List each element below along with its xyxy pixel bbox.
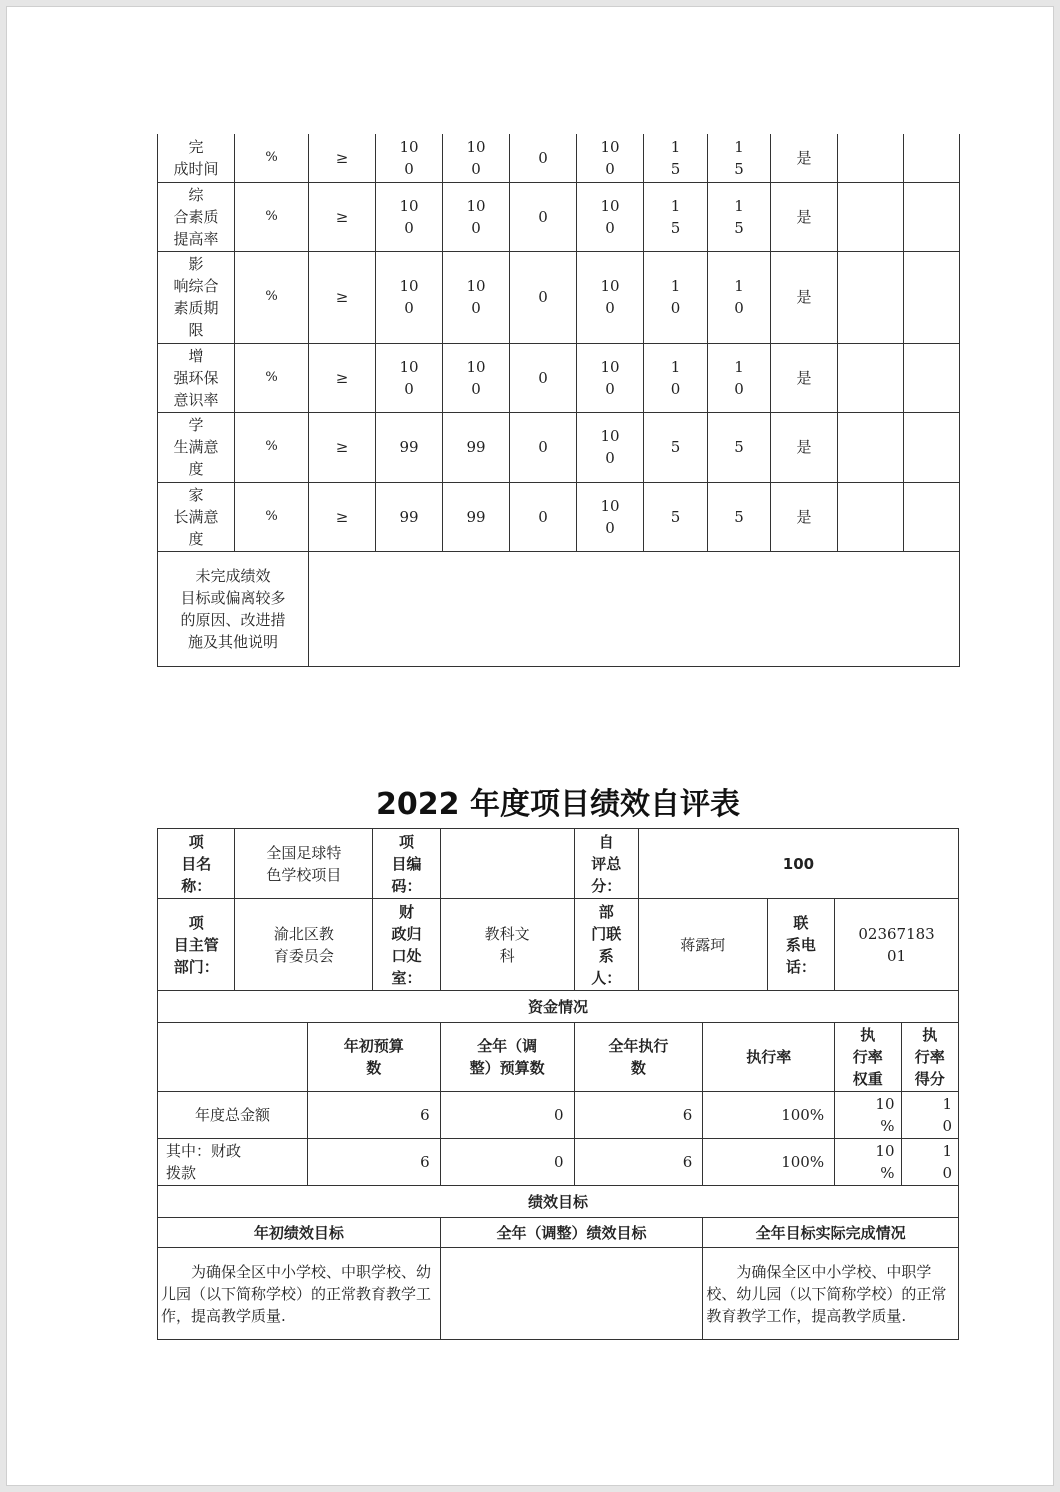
indicator-unit: % [235, 251, 309, 343]
indicator-adjusted: 99 [443, 482, 510, 551]
indicator-score: 1 0 [708, 251, 771, 343]
indicator-target: 99 [376, 482, 443, 551]
indicator-actual: 10 0 [577, 343, 644, 412]
indicator-mid: 0 [510, 482, 577, 551]
indicator-actual: 10 0 [577, 412, 644, 482]
indicator-operator: ≥ [309, 182, 376, 251]
contact-value: 蒋露珂 [638, 899, 767, 991]
funds-adjusted: 0 [440, 1092, 574, 1139]
funds-header-row [158, 1023, 959, 1092]
project-info-row [158, 829, 959, 899]
indicator-row [158, 412, 960, 482]
indicator-actual: 10 0 [577, 251, 644, 343]
funds-executed: 6 [574, 1139, 703, 1186]
funds-executed: 6 [574, 1092, 703, 1139]
remark-value [309, 551, 960, 666]
funds-score: 1 0 [901, 1139, 958, 1186]
indicator-name: 增 强环保 意识率 [158, 343, 235, 412]
goals-section-title: 绩效目标 [158, 1186, 959, 1218]
indicator-mid: 0 [510, 182, 577, 251]
indicator-operator: ≥ [309, 251, 376, 343]
funds-row-label: 年度总金额 [158, 1092, 308, 1139]
indicator-name: 综 合素质 提高率 [158, 182, 235, 251]
indicator-weight: 1 0 [644, 251, 708, 343]
indicator-row [158, 182, 960, 251]
goals-actual-text: 为确保全区中小学校、中职学校、幼儿园（以下简称学校）的正常教育教学工作，提高教学质量. [703, 1248, 959, 1340]
remark-row [158, 551, 960, 666]
funds-section-title: 资金情况 [158, 991, 959, 1023]
indicator-score: 1 0 [708, 343, 771, 412]
indicator-name: 完 成时间 [158, 134, 235, 182]
self-score-value: 100 [638, 829, 958, 899]
funds-rate: 100% [703, 1139, 835, 1186]
indicator-completed: 是 [771, 251, 838, 343]
goals-header-adjusted: 全年（调整）绩效目标 [440, 1218, 703, 1248]
goals-content-row [158, 1248, 959, 1340]
funds-score: 1 0 [901, 1092, 958, 1139]
indicator-completed: 是 [771, 134, 838, 182]
indicator-completed: 是 [771, 343, 838, 412]
indicator-name: 学 生满意 度 [158, 412, 235, 482]
indicator-target: 10 0 [376, 134, 443, 182]
funds-initial: 6 [307, 1139, 440, 1186]
indicator-adjusted: 10 0 [443, 182, 510, 251]
indicator-blank-cell [838, 182, 904, 251]
funds-section-row [158, 991, 959, 1023]
dept-value: 渝北区教 育委员会 [235, 899, 373, 991]
funds-weight: 10 % [835, 1092, 901, 1139]
funds-header-adjusted: 全年（调 整）预算数 [440, 1023, 574, 1092]
project-code-value [440, 829, 574, 899]
indicator-row [158, 251, 960, 343]
project-name-label: 项 目名 称： [158, 829, 235, 899]
funds-header-blank [158, 1023, 308, 1092]
indicator-completed: 是 [771, 412, 838, 482]
indicator-unit: % [235, 182, 309, 251]
funds-header-initial: 年初预算 数 [307, 1023, 440, 1092]
project-name-value: 全国足球特 色学校项目 [235, 829, 373, 899]
funds-header-rate: 执行率 [703, 1023, 835, 1092]
indicator-mid: 0 [510, 251, 577, 343]
goals-header-actual: 全年目标实际完成情况 [703, 1218, 959, 1248]
indicator-row [158, 343, 960, 412]
self-score-label: 自 评总 分： [574, 829, 638, 899]
funds-weight: 10 % [835, 1139, 901, 1186]
indicator-operator: ≥ [309, 482, 376, 551]
indicator-name: 影 响综合 素质期 限 [158, 251, 235, 343]
indicator-mid: 0 [510, 134, 577, 182]
funds-row-label: 其中：财政 拨款 [158, 1139, 308, 1186]
indicator-operator: ≥ [309, 134, 376, 182]
form-title: 2022 年度项目绩效自评表 [376, 787, 740, 822]
goals-initial-text: 为确保全区中小学校、中职学校、幼儿园（以下简称学校）的正常教育教学工作，提高教学质量. [158, 1248, 441, 1340]
department-row [158, 899, 959, 991]
indicator-score: 1 5 [708, 134, 771, 182]
indicator-unit: % [235, 412, 309, 482]
funds-header-weight: 执 行率 权重 [835, 1023, 901, 1092]
indicator-blank-cell [904, 412, 960, 482]
indicator-mid: 0 [510, 343, 577, 412]
goals-section-row [158, 1186, 959, 1218]
goals-header-initial: 年初绩效目标 [158, 1218, 441, 1248]
indicator-blank-cell [838, 482, 904, 551]
indicator-mid: 0 [510, 412, 577, 482]
indicator-row [158, 134, 960, 182]
performance-indicator-table [157, 134, 960, 667]
funds-header-score: 执 行率 得分 [901, 1023, 958, 1092]
indicator-weight: 5 [644, 482, 708, 551]
indicator-weight: 1 5 [644, 134, 708, 182]
indicator-blank-cell [904, 182, 960, 251]
document-page [6, 6, 1054, 1486]
phone-value: 02367183 01 [835, 899, 959, 991]
indicator-target: 99 [376, 412, 443, 482]
phone-label: 联 系电 话： [767, 899, 834, 991]
indicator-blank-cell [838, 412, 904, 482]
indicator-weight: 1 0 [644, 343, 708, 412]
indicator-weight: 5 [644, 412, 708, 482]
indicator-blank-cell [904, 134, 960, 182]
self-evaluation-table [157, 828, 959, 1340]
indicator-score: 5 [708, 482, 771, 551]
indicator-actual: 10 0 [577, 182, 644, 251]
indicator-blank-cell [838, 134, 904, 182]
indicator-actual: 10 0 [577, 482, 644, 551]
indicator-target: 10 0 [376, 251, 443, 343]
indicator-unit: % [235, 343, 309, 412]
indicator-weight: 1 5 [644, 182, 708, 251]
dept-label: 项 目主管 部门： [158, 899, 235, 991]
indicator-unit: % [235, 482, 309, 551]
indicator-blank-cell [904, 482, 960, 551]
indicator-adjusted: 10 0 [443, 251, 510, 343]
funds-rate: 100% [703, 1092, 835, 1139]
indicator-score: 1 5 [708, 182, 771, 251]
indicator-adjusted: 99 [443, 412, 510, 482]
indicator-blank-cell [838, 251, 904, 343]
indicator-operator: ≥ [309, 343, 376, 412]
remark-label: 未完成绩效 目标或偏离较多 的原因、改进措 施及其他说明 [158, 551, 309, 666]
indicator-target: 10 0 [376, 343, 443, 412]
funds-row [158, 1092, 959, 1139]
funds-initial: 6 [307, 1092, 440, 1139]
funds-row [158, 1139, 959, 1186]
indicator-actual: 10 0 [577, 134, 644, 182]
project-code-label: 项 目编 码： [373, 829, 440, 899]
indicator-completed: 是 [771, 182, 838, 251]
goals-adjusted-text [440, 1248, 703, 1340]
indicator-completed: 是 [771, 482, 838, 551]
finance-office-value: 教科文 科 [440, 899, 574, 991]
indicator-operator: ≥ [309, 412, 376, 482]
indicator-adjusted: 10 0 [443, 343, 510, 412]
finance-office-label: 财 政归 口处 室： [373, 899, 440, 991]
indicator-row [158, 482, 960, 551]
indicator-target: 10 0 [376, 182, 443, 251]
indicator-blank-cell [904, 251, 960, 343]
goals-header-row [158, 1218, 959, 1248]
contact-label: 部 门联 系 人： [574, 899, 638, 991]
indicator-blank-cell [838, 343, 904, 412]
indicator-adjusted: 10 0 [443, 134, 510, 182]
funds-adjusted: 0 [440, 1139, 574, 1186]
indicator-unit: % [235, 134, 309, 182]
funds-header-executed: 全年执行 数 [574, 1023, 703, 1092]
indicator-blank-cell [904, 343, 960, 412]
indicator-score: 5 [708, 412, 771, 482]
indicator-name: 家 长满意 度 [158, 482, 235, 551]
